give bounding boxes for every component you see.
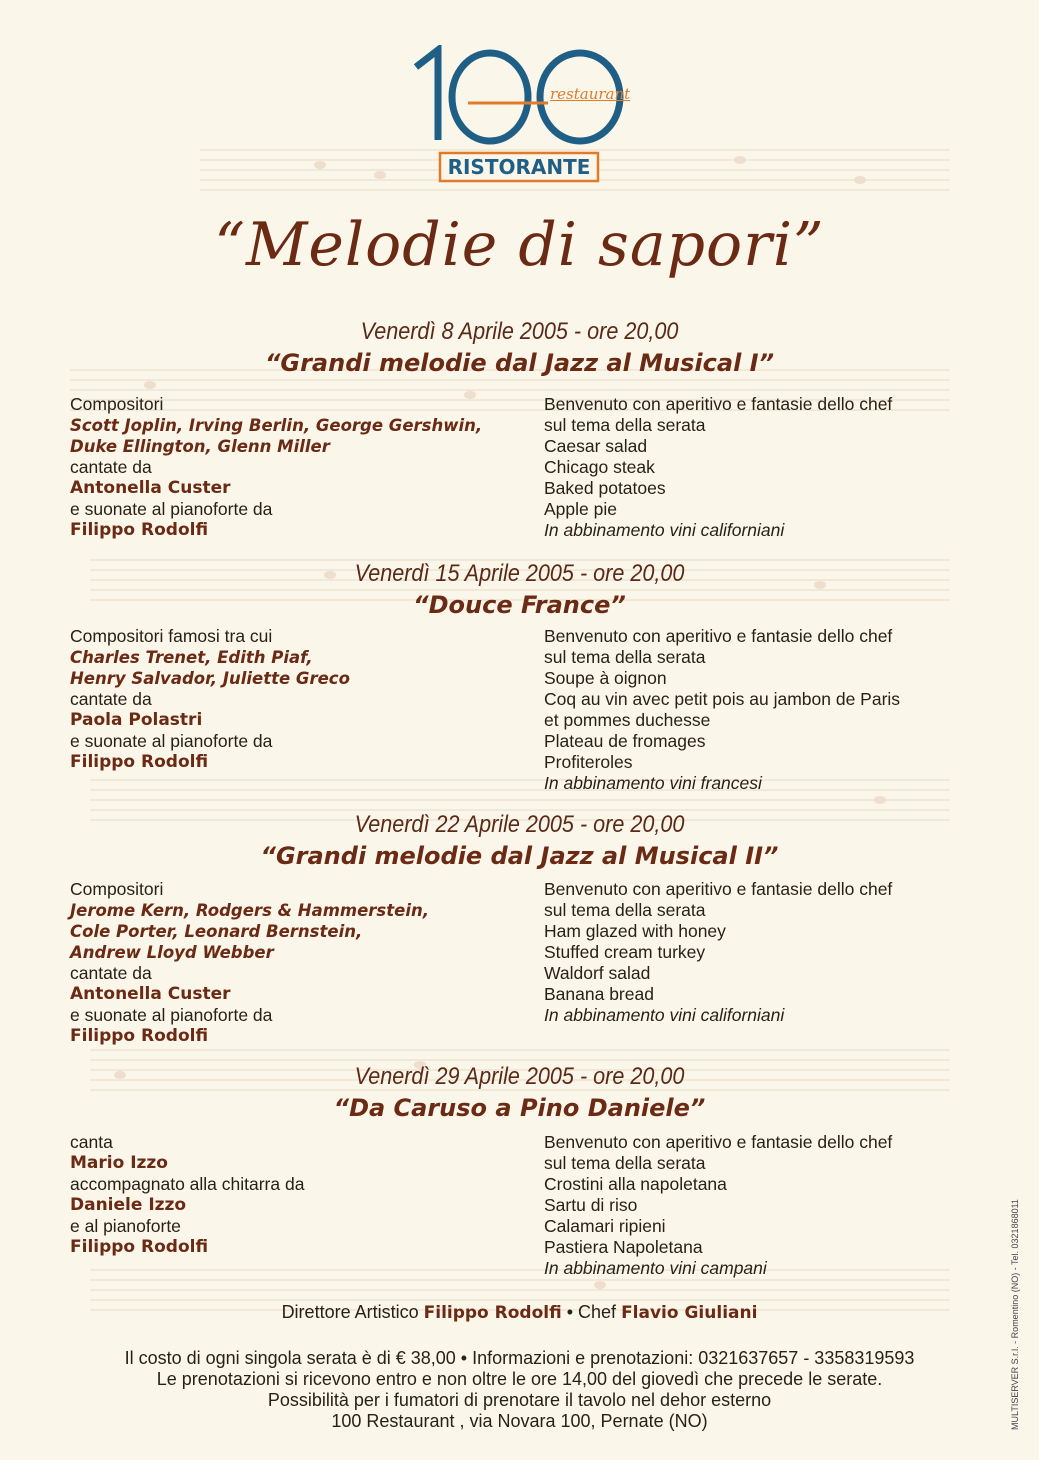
performer-line: cantate da xyxy=(70,689,152,709)
event-title: “Douce France” xyxy=(413,591,626,619)
performer-line: canta xyxy=(70,1132,113,1152)
address-line: 100 Restaurant , via Novara 100, Pernate (NO) xyxy=(331,1411,708,1431)
event-1 xyxy=(0,318,1039,548)
performer-line: Jerome Kern, Rodgers & Hammerstein, xyxy=(70,901,429,920)
performer-line: e suonate al pianoforte da xyxy=(70,499,273,519)
performer-line: Daniele Izzo xyxy=(70,1195,187,1215)
menu-line: Apple pie xyxy=(544,499,617,519)
price-contact-line: Il costo di ogni singola serata è di € 38,00 • Informazioni e prenotazioni: 0321637657 - 3358319593 xyxy=(124,1348,915,1368)
menu-line: sul tema della serata xyxy=(544,900,706,920)
credits-separator: • xyxy=(561,1302,579,1322)
performers-column xyxy=(70,879,510,1047)
menu-line: Caesar salad xyxy=(544,436,648,456)
director-name: Filippo Rodolfi xyxy=(423,1303,562,1323)
menu-line: In abbinamento vini francesi xyxy=(544,773,762,793)
performer-line: e suonate al pianoforte da xyxy=(70,1005,273,1025)
menu-line: Ham glazed with honey xyxy=(544,921,726,941)
performer-line: Antonella Custer xyxy=(70,984,231,1004)
credits-line xyxy=(0,1302,1039,1323)
performer-line: Scott Joplin, Irving Berlin, George Gershwin, xyxy=(70,416,483,435)
restaurant-logo xyxy=(408,45,638,185)
event-title: “Grandi melodie dal Jazz al Musical I” xyxy=(264,349,775,377)
menu-line: Benvenuto con aperitivo e fantasie dello chef xyxy=(544,1132,893,1152)
event-2 xyxy=(0,560,1039,800)
menu-line: et pommes duchesse xyxy=(544,710,711,730)
performer-line: Filippo Rodolfi xyxy=(70,752,209,772)
menu-line: Plateau de fromages xyxy=(544,731,706,751)
performer-line: Filippo Rodolfi xyxy=(70,1026,209,1046)
performers-column xyxy=(70,626,510,773)
performer-line: Cole Porter, Leonard Bernstein, xyxy=(70,922,363,941)
menu-line: Pastiera Napoletana xyxy=(544,1237,703,1257)
menu-line: sul tema della serata xyxy=(544,415,706,435)
performer-line: accompagnato alla chitarra da xyxy=(70,1174,305,1194)
event-title: “Da Caruso a Pino Daniele” xyxy=(333,1094,706,1122)
menu-line: In abbinamento vini californiani xyxy=(544,1005,785,1025)
event-date: Venerdì 29 Aprile 2005 - ore 20,00 xyxy=(354,1063,685,1090)
menu-line: Benvenuto con aperitivo e fantasie dello chef xyxy=(544,879,893,899)
performer-line: Filippo Rodolfi xyxy=(70,520,209,540)
logo-script-word: restaurant xyxy=(550,85,631,103)
menu-column xyxy=(544,1132,944,1279)
menu-line: Chicago steak xyxy=(544,457,655,477)
performer-line: Duke Ellington, Glenn Miller xyxy=(70,437,330,456)
menu-line: In abbinamento vini campani xyxy=(544,1258,767,1278)
menu-line: Banana bread xyxy=(544,984,654,1004)
performer-line: Mario Izzo xyxy=(70,1153,168,1173)
menu-line: sul tema della serata xyxy=(544,647,706,667)
menu-column xyxy=(544,394,944,541)
event-date: Venerdì 15 Aprile 2005 - ore 20,00 xyxy=(354,560,685,587)
menu-line: Crostini alla napoletana xyxy=(544,1174,727,1194)
chef-label: Chef xyxy=(578,1302,617,1322)
performer-line: cantate da xyxy=(70,963,152,983)
performer-line: Andrew Lloyd Webber xyxy=(70,943,274,962)
menu-line: Benvenuto con aperitivo e fantasie dello chef xyxy=(544,394,893,414)
performer-line: Filippo Rodolfi xyxy=(70,1237,209,1257)
performer-line: cantate da xyxy=(70,457,152,477)
logo-badge-text: RISTORANTE xyxy=(447,155,591,179)
menu-line: sul tema della serata xyxy=(544,1153,706,1173)
director-label: Direttore Artistico xyxy=(281,1302,419,1322)
performer-line: e al pianoforte xyxy=(70,1216,181,1236)
menu-line: Calamari ripieni xyxy=(544,1216,666,1236)
event-date: Venerdì 22 Aprile 2005 - ore 20,00 xyxy=(354,811,685,838)
menu-column xyxy=(544,879,944,1026)
menu-line: In abbinamento vini californiani xyxy=(544,520,785,540)
performer-line: Charles Trenet, Edith Piaf, xyxy=(70,648,313,667)
logo-digit-one xyxy=(416,50,438,140)
event-date: Venerdì 8 Aprile 2005 - ore 20,00 xyxy=(360,318,679,345)
menu-line: Sartu di riso xyxy=(544,1195,638,1215)
performers-column xyxy=(70,1132,510,1258)
event-4 xyxy=(0,1063,1039,1293)
menu-column xyxy=(544,626,944,794)
smokers-line: Possibilità per i fumatori di prenotare il tavolo nel dehor esterno xyxy=(267,1390,772,1410)
performer-line: Compositori xyxy=(70,879,164,899)
menu-line: Stuffed cream turkey xyxy=(544,942,706,962)
performer-line: Henry Salvador, Juliette Greco xyxy=(70,669,350,688)
performers-column xyxy=(70,394,510,541)
menu-line: Waldorf salad xyxy=(544,963,651,983)
performer-line: Compositori xyxy=(70,394,164,414)
performer-line: Paola Polastri xyxy=(70,710,203,730)
logo-zero-first xyxy=(452,53,528,141)
booking-info xyxy=(0,1348,1039,1432)
chef-name: Flavio Giuliani xyxy=(621,1303,758,1323)
menu-line: Coq au vin avec petit pois au jambon de Paris xyxy=(544,689,901,709)
poster-title: “Melodie di sapori” xyxy=(214,210,825,280)
printer-credit: MULTISERVER S.r.l. - Romentino (NO) - Tel. 0321868011 xyxy=(1010,1199,1020,1430)
performer-line: Compositori famosi tra cui xyxy=(70,626,273,646)
performer-line: e suonate al pianoforte da xyxy=(70,731,273,751)
menu-line: Benvenuto con aperitivo e fantasie dello chef xyxy=(544,626,893,646)
booking-deadline-line: Le prenotazioni si ricevono entro e non oltre le ore 14,00 del giovedì che precede le serate. xyxy=(156,1369,883,1389)
performer-line: Antonella Custer xyxy=(70,478,231,498)
event-3 xyxy=(0,811,1039,1051)
event-title: “Grandi melodie dal Jazz al Musical II” xyxy=(260,842,779,870)
menu-line: Profiteroles xyxy=(544,752,633,772)
menu-line: Baked potatoes xyxy=(544,478,666,498)
menu-line: Soupe à oignon xyxy=(544,668,667,688)
